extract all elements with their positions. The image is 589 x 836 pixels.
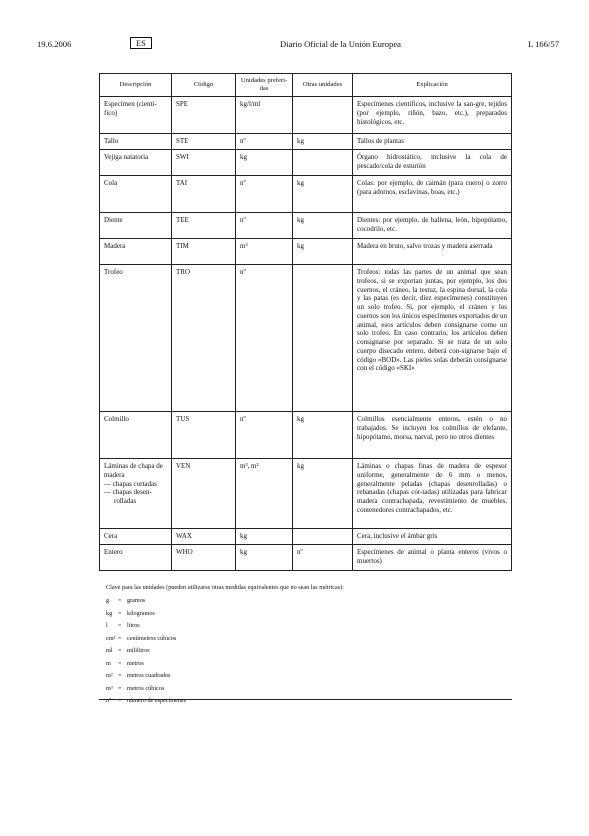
unit-abbreviation: l — [106, 622, 108, 630]
description-text: Madera — [104, 242, 126, 251]
equals-sign: = — [118, 609, 122, 617]
preferred-units-cell: kg — [236, 150, 293, 176]
table-row — [100, 459, 512, 529]
equals-sign: = — [118, 697, 122, 705]
equals-sign: = — [118, 684, 122, 692]
legend-item — [106, 648, 344, 661]
code-cell: TUS — [172, 412, 236, 459]
table-body — [100, 97, 512, 571]
equals-sign: = — [118, 597, 122, 605]
description-cell — [100, 134, 172, 150]
table-row — [100, 265, 512, 412]
dash-bullet: — — [104, 479, 113, 488]
unit-description: número de especímenes — [127, 697, 187, 705]
code-cell: TEE — [172, 213, 236, 239]
description-cell — [100, 529, 172, 545]
code-cell: TAI — [172, 176, 236, 213]
explanation-cell: Cera, inclusive el ámbar gris — [353, 529, 512, 545]
legend-list — [106, 598, 344, 711]
explanation-cell: Especímenes científicos, inclusive la san-gre, tejidos (por ejemplo, riñón, bazo, etc.), preparados histológicos, etc. — [353, 97, 512, 134]
unit-description: metros — [127, 659, 144, 667]
unit-description: centímetros cúbicos — [127, 634, 177, 642]
other-units-cell — [293, 265, 353, 412]
table-row — [100, 529, 512, 545]
table-row — [100, 176, 512, 213]
description-text: Tallo — [104, 137, 119, 146]
explanation-cell: Especímenes de animal o planta enteros (vivos o muertos) — [353, 544, 512, 570]
equals-sign: = — [118, 634, 122, 642]
description-sub-item — [104, 488, 167, 506]
description-text: Especímen (cientí-fico) — [104, 100, 157, 118]
equals-sign: = — [118, 659, 122, 667]
code-cell: SWI — [172, 150, 236, 176]
unit-abbreviation: g — [106, 597, 110, 605]
other-units-cell: kg — [293, 134, 353, 150]
unit-abbreviation: cm³ — [106, 634, 116, 642]
column-header: Unidades preferi-das — [236, 74, 293, 97]
unit-abbreviation: kg — [106, 609, 113, 617]
description-cell — [100, 150, 172, 176]
legend-item — [106, 611, 344, 624]
other-units-cell: kg — [293, 459, 353, 529]
code-cell: WHO — [172, 544, 236, 570]
table-row — [100, 97, 512, 134]
preferred-units-cell: nº — [236, 265, 293, 412]
journal-title: Diario Oficial de la Unión Europea — [280, 39, 401, 49]
explanation-cell: Colas: por ejemplo, de caimán (para cuero) o zorro (para adornos, esclavinas, boas, etc.) — [353, 176, 512, 213]
preferred-units-cell: kg — [236, 544, 293, 570]
explanation-cell: Tallos de plantas — [353, 134, 512, 150]
description-text: Diente — [104, 216, 123, 225]
sub-item-text: chapas cortadas — [112, 479, 157, 488]
sub-item-text: chapas desen-rolladas — [112, 488, 152, 506]
unit-description: mililitros — [127, 647, 150, 655]
page-header — [37, 37, 559, 53]
explanation-cell: Madera en bruto, salvo trozas y madera aserrada — [353, 239, 512, 265]
explanation-cell: Trofeos: todas las partes de un animal que sean trofeos, si se exportan juntas, por ejemplo, los dos cuernos, el cráneo, la testuz, la espina dorsal, la cola y las patas (es decir, diez especímenes) constituyen un solo trofeo. Si, por ejemplo, el cráneo y los cuernos son los únicos especímenes exportados de un animal, esos artículos deben consignarse como un solo trofeo. En caso contrario, los artículos deben consignarse por separado. Si se trata de un solo cuerpo disecado entero, deberá con-signarse bajo el código «BOD». Las pieles solas deberán consignarse con el código «SKI» — [353, 265, 512, 412]
description-text: Entero — [104, 547, 123, 556]
code-cell: TIM — [172, 239, 236, 265]
preferred-units-cell: kg/l/ml — [236, 97, 293, 134]
equals-sign: = — [118, 647, 122, 655]
other-units-cell: kg — [293, 412, 353, 459]
preferred-units-cell: nº — [236, 134, 293, 150]
table-row — [100, 150, 512, 176]
code-cell: STE — [172, 134, 236, 150]
other-units-cell: nº — [293, 544, 353, 570]
publication-date: 19.6.2006 — [37, 39, 72, 49]
table-row — [100, 412, 512, 459]
column-header: Código — [172, 74, 236, 97]
column-header: Descripción — [100, 74, 172, 97]
legend-item — [106, 623, 344, 636]
unit-description: litros — [127, 622, 140, 630]
equals-sign: = — [118, 672, 122, 680]
explanation-cell: Láminas o chapas finas de madera de espesor uniforme, generalmente de 6 mm o menos, generalmente peladas (chapas desenrolladas) o rebanadas (chapas cor-tadas) utilizadas para fabricar madera contrachapada, revestimiento de muebles, contenedores contrachapados, etc. — [353, 459, 512, 529]
unit-abbreviation: m³ — [106, 684, 113, 692]
other-units-cell — [293, 150, 353, 176]
table-row — [100, 544, 512, 570]
preferred-units-cell: nº — [236, 412, 293, 459]
table-row — [100, 239, 512, 265]
other-units-cell: kg — [293, 213, 353, 239]
equals-sign: = — [118, 622, 122, 630]
preferred-units-cell: m³, m² — [236, 459, 293, 529]
preferred-units-cell: nº — [236, 213, 293, 239]
language-badge: ES — [130, 37, 152, 49]
dash-bullet: — — [104, 488, 113, 497]
other-units-cell: kg — [293, 176, 353, 213]
description-text: Cola — [104, 179, 118, 188]
explanation-cell: Órgano hidrostático, inclusive la cola de pescado/cola de esturión — [353, 150, 512, 176]
description-cell — [100, 412, 172, 459]
table-row — [100, 134, 512, 150]
code-cell: VEN — [172, 459, 236, 529]
description-cell — [100, 97, 172, 134]
description-text: Láminas de chapa de madera — [104, 462, 163, 479]
page-number: L 166/57 — [528, 39, 559, 49]
preferred-units-cell: kg — [236, 529, 293, 545]
description-sub-item — [104, 480, 167, 489]
legend-item — [106, 673, 344, 686]
description-text: Cera — [104, 532, 118, 541]
table-row — [100, 213, 512, 239]
other-units-cell — [293, 529, 353, 545]
description-text: Trofeo — [104, 268, 123, 277]
description-text: Colmillo — [104, 415, 129, 424]
description-cell — [100, 544, 172, 570]
legend-item — [106, 698, 344, 711]
description-text: Vejiga natatoria — [104, 153, 149, 162]
column-header: Explicación — [353, 74, 512, 97]
legend-intro: Clave para las unidades (pueden utilizarse otras medidas equivalentes que no sean las métricas): — [106, 584, 344, 591]
description-cell — [100, 176, 172, 213]
units-table — [99, 73, 512, 571]
unit-abbreviation: nº — [106, 697, 112, 705]
description-cell — [100, 239, 172, 265]
legend-item — [106, 598, 344, 611]
unit-description: gramos — [127, 597, 146, 605]
unit-abbreviation: m — [106, 659, 111, 667]
preferred-units-cell: nº — [236, 176, 293, 213]
description-cell — [100, 213, 172, 239]
unit-description: metros cúbicos — [127, 684, 165, 692]
description-cell — [100, 265, 172, 412]
explanation-cell: Dientes: por ejemplo, de ballena, león, hipopótamo, cocodrilo, etc. — [353, 213, 512, 239]
other-units-cell: kg — [293, 239, 353, 265]
unit-abbreviation: ml — [106, 647, 113, 655]
unit-abbreviation: m² — [106, 672, 113, 680]
explanation-cell: Colmillos esencialmente enteros, estén o no trabajados. Se incluyen los colmillos de elefante, hipopótamo, morsa, narval, pero no otros dientes — [353, 412, 512, 459]
code-cell: SPE — [172, 97, 236, 134]
unit-description: kilogramos — [127, 609, 155, 617]
unit-description: metros cuadrados — [127, 672, 171, 680]
column-header: Otras unidades — [293, 74, 353, 97]
other-units-cell — [293, 97, 353, 134]
table-header-row — [100, 74, 512, 97]
code-cell: TRO — [172, 265, 236, 412]
preferred-units-cell: m³ — [236, 239, 293, 265]
code-cell: WAX — [172, 529, 236, 545]
description-cell — [100, 459, 172, 529]
units-legend — [106, 585, 344, 711]
bottom-divider — [99, 699, 512, 700]
